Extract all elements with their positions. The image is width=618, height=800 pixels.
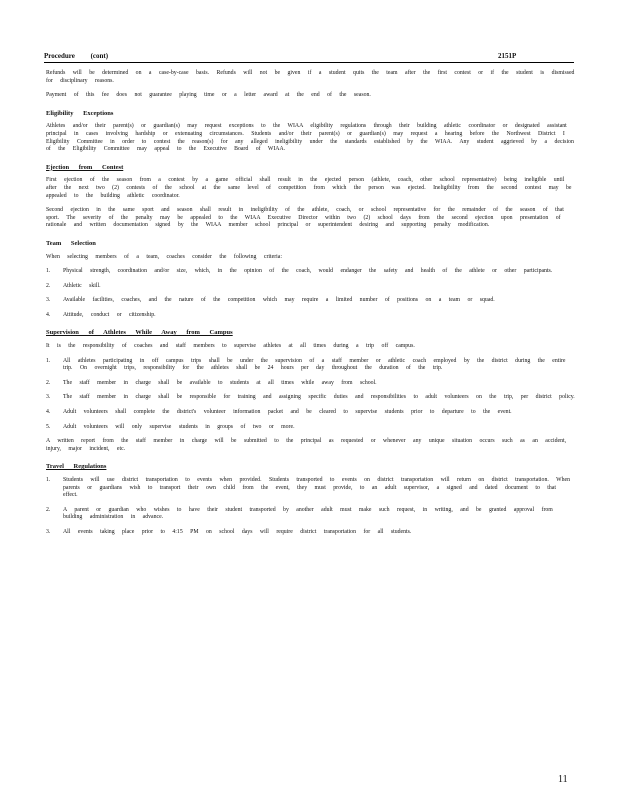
list-item: 2. A parent or guardian who wishes to have their student transported by another adult must make such request, in writing, and be granted approval from building administration in advance. bbox=[46, 506, 553, 521]
list-item: 1. Physical strength, coordination and/or size, which, in the opinion of the coach, would endanger the safety and health of the athlete or other participants. bbox=[46, 268, 553, 275]
list-item: 3. Available facilities, coaches, and the nature of the competition which may require a limited number of positions on a team or squad. bbox=[46, 297, 495, 304]
ejection-paragraph-first: First ejection of the season from a contest by a game official shall result in the ejected person (athlete, coach, other school representative) being ineligible until after the next two (2) contests of the school at the same level of competition from which the person was ejected. Ineligibility from the second contest may be appealed to the building athletic coordinator. bbox=[46, 177, 572, 199]
payment-paragraph: Payment of this fee does not guarantee playing time or a letter award at the end of the season. bbox=[46, 92, 371, 99]
list-item: 1. Students will use district transportation to events when provided. Students transported to events on district transportation will return on district transportation. When parents or guardians wish to transport their own child from the event, they must provide, to an adult supervisor, a signed and dated document to that effect. bbox=[46, 477, 570, 499]
team-selection-intro: When selecting members of a team, coaches consider the following criteria: bbox=[46, 253, 282, 260]
page-number: 11 bbox=[558, 774, 568, 785]
supervision-report-paragraph: A written report from the staff member in charge will be submitted to the principal as requested or whenever any unique situation occurs such as an accident, injury, major incident, etc. bbox=[46, 438, 567, 452]
supervision-list bbox=[46, 358, 576, 432]
list-item: 3. All events taking place prior to 4:15 PM on school days will require district transportation for all students. bbox=[46, 528, 412, 535]
travel-heading: Travel Regulations bbox=[46, 463, 107, 471]
supervision-heading: Supervision of Athletes While Away from Campus bbox=[46, 329, 233, 337]
eligibility-paragraph: Athletes and/or their parent(s) or guardian(s) may request exceptions to the WIAA eligibility regulations through their building athletic coordinator or designated assistant principal in cases involving hardship or extenuating circumstances. Students and/or their parent(s) or guardian(s) may request a hearing before the Northwest District I Eligibility Committee in order to contest the reason(s) for any alleged ineligibility under the standards established by the WIAA. Any student aggrieved by a decision of the Eligibility Committee may appeal to the Executive Board of WIAA. bbox=[46, 123, 574, 153]
list-item: 4. Attitude, conduct or citizenship. bbox=[46, 311, 156, 318]
list-item: 2. Athletic skill. bbox=[46, 282, 101, 289]
header-title: Procedure (cont) bbox=[44, 52, 109, 60]
ejection-paragraph-second: Second ejection in the same sport and season shall result in ineligibility of the athlete, coach, or school representative for the remainder of the season of that sport. The severity of the penalty may be appealed to the WIAA Executive Director within two (2) school days from the second ejection upon presentation of rationale and written documentation signed by the WIAA member school principal or superintendent desiring and supporting penalty modification. bbox=[46, 207, 564, 229]
travel-list bbox=[46, 477, 576, 537]
team-selection-heading: Team Selection bbox=[46, 239, 96, 247]
ejection-heading: Ejection from Contest bbox=[46, 163, 124, 171]
list-item: 4. Adult volunteers shall complete the district's volunteer information packet and be cleared to supervise students prior to departure to the event. bbox=[46, 409, 512, 416]
document-body bbox=[46, 70, 576, 544]
team-selection-list bbox=[46, 268, 576, 319]
list-item: 3. The staff member in charge shall be responsible for training and assigning specific duties and responsibilities to adult volunteers on the trip, per district policy. bbox=[46, 394, 575, 401]
supervision-intro: It is the responsibility of coaches and staff members to supervise athletes at all times during a trip off campus. bbox=[46, 343, 415, 350]
list-item: 2. The staff member in charge shall be available to students at all times while away from school. bbox=[46, 379, 377, 386]
list-item: 5. Adult volunteers will only supervise students in groups of two or more. bbox=[46, 423, 295, 430]
policy-code: 2151P bbox=[498, 52, 517, 60]
page-header bbox=[44, 50, 574, 63]
refund-paragraph: Refunds will be determined on a case-by-case basis. Refunds will not be given if a student quits the team after the first contest or if the student is dismissed for disciplinary reasons. bbox=[46, 70, 575, 84]
list-item: 1. All athletes participating in off campus trips shall be under the supervision of a staff member or athletic coach employed by the district during the entire trip. On overnight trips, responsibility for the athletes shall be 24 hours per day throughout the duration of the trip. bbox=[46, 357, 566, 372]
eligibility-heading: Eligibility Exceptions bbox=[46, 109, 114, 117]
